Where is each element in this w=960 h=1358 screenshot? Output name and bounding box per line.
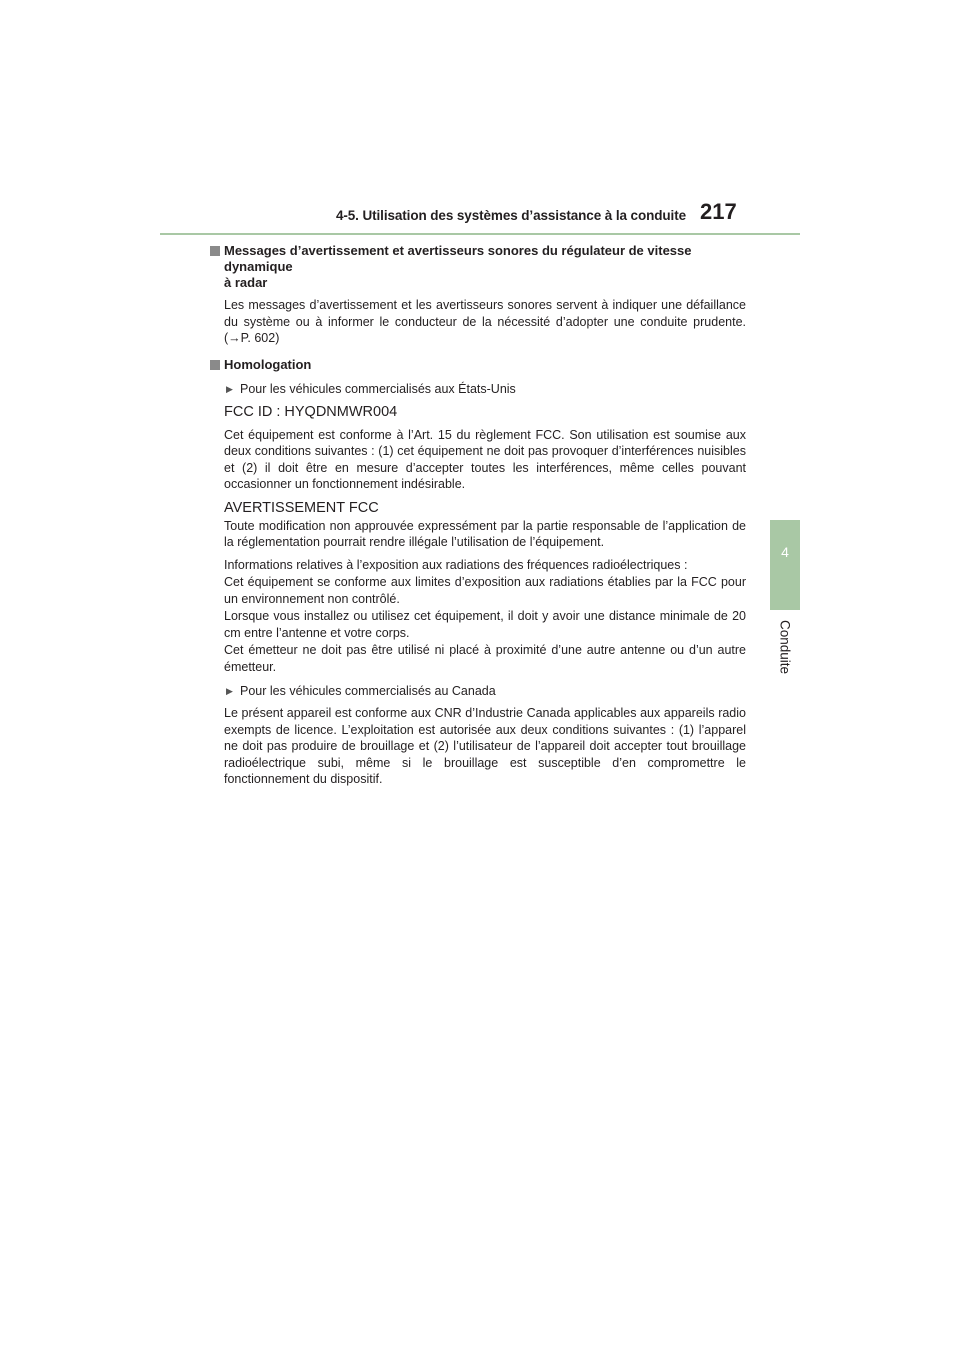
square-bullet-icon: [210, 360, 220, 370]
subheading-canada: [210, 683, 746, 699]
triangle-arrow-icon: ▶: [226, 383, 233, 394]
page-content: [210, 243, 746, 788]
chapter-tab-number: 4: [781, 544, 789, 560]
section-header-title: 4-5. Utilisation des systèmes d’assistance à la conduite: [335, 208, 686, 223]
fcc-warning-title: AVERTISSEMENT FCC: [224, 499, 379, 516]
triangle-arrow-icon: ▶: [226, 686, 233, 696]
subheading-usa-text: Pour les véhicules commercialisés aux États-Unis: [240, 381, 516, 396]
fcc-id: FCC ID : HYQDNMWR004: [224, 403, 398, 420]
rf-exposure-distance: Lorsque vous installez ou utilisez cet équipement, il doit y avoir une distance minimale de 20 cm entre l’antenne et votre corps.: [224, 609, 746, 640]
square-bullet-icon: [210, 246, 220, 256]
header-divider: [160, 233, 800, 235]
rf-exposure-heading: Informations relatives à l’exposition aux radiations des fréquences radioélectriques :: [224, 557, 688, 572]
fcc-warning-body: Toute modification non approuvée expressément par la partie responsable de l’application de la réglementation pourrait rendre illégale l’utilisation de l’équipement.: [224, 518, 746, 549]
heading-line-1: Messages d’avertissement et avertisseurs sonores du régulateur de vitesse dynamique: [224, 243, 692, 274]
canada-compliance-paragraph: Le présent appareil est conforme aux CNR d’Industrie Canada applicables aux appareils radio exempts de licence. L’exploitation est autorisée aux deux conditions suivantes : (1) l’apparel ne doit pas produire de brouillage et (2) l’utilisateur de l’appareil doit accepter tout brouillage radioélectrique subi, même si le brouillage est susceptible d’en compromettre le fonctionnement du dispositif.: [224, 706, 746, 786]
section-heading-homologation: [210, 357, 746, 373]
subheading-usa: [210, 381, 746, 397]
subheading-canada-text: Pour les véhicules commercialisés au Canada: [240, 684, 496, 698]
page-number: 217: [700, 199, 737, 224]
rf-exposure-colocation: Cet émetteur ne doit pas être utilisé ni placé à proximité d’une autre antenne ou d’un autre émetteur.: [224, 643, 746, 674]
heading-line-2: à radar: [224, 275, 268, 290]
chapter-tab: [770, 520, 800, 610]
chapter-tab-label: Conduite: [777, 619, 793, 675]
radar-warnings-paragraph: Les messages d’avertissement et les avertisseurs sonores servent à indiquer une défaillance du système ou à informer le conducteur de la nécessité d’adopter une conduite prudente. (→P. 602): [224, 298, 746, 345]
heading-text: Homologation: [224, 356, 312, 372]
rf-exposure-limits: Cet équipement se conforme aux limites d’exposition aux radiations établies par la FCC pour un environnement non contrôlé.: [224, 575, 746, 606]
fcc-compliance-paragraph: Cet équipement est conforme à l’Art. 15 du règlement FCC. Son utilisation est soumise aux deux conditions suivantes : (1) cet équipement ne doit pas provoquer d’interférences nuisibles et (2) il doit être en mesure d’accepter toutes les interférences, même celles pouvant occasionner un fonctionnement indésirable.: [224, 427, 746, 491]
section-heading-radar-warnings: [210, 243, 746, 291]
